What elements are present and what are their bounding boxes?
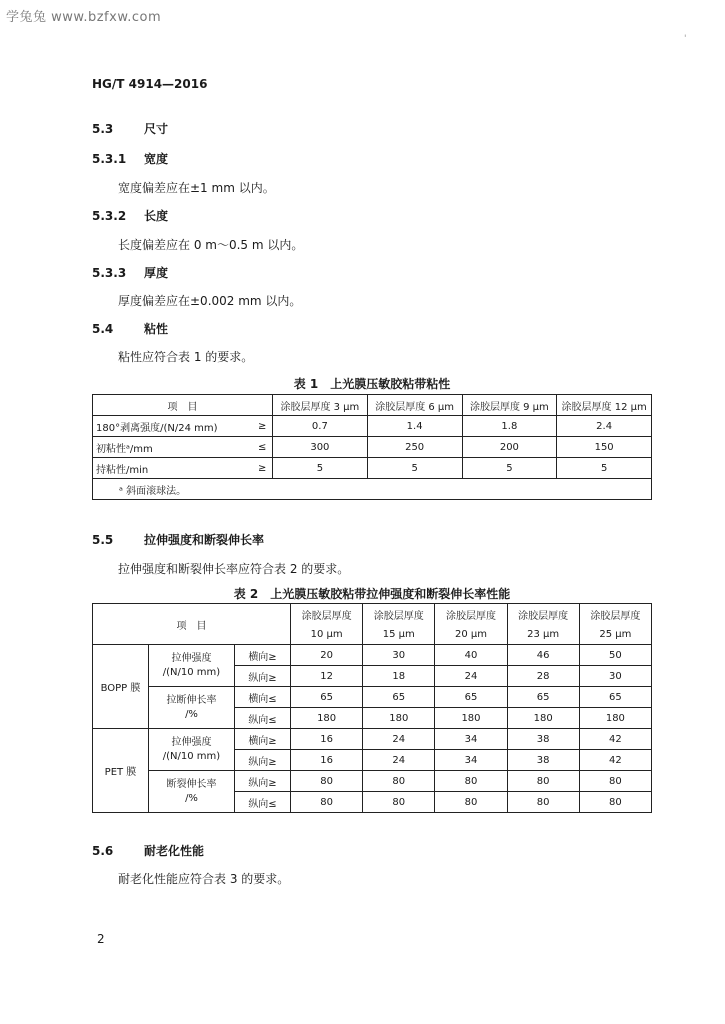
- section-number: 5.5: [92, 533, 114, 547]
- direction: 纵向≥: [235, 771, 291, 792]
- direction: 横向≥: [235, 729, 291, 750]
- property-label: [149, 645, 235, 687]
- table-cell: 300: [273, 437, 368, 458]
- section-title: 耐老化性能: [144, 844, 205, 858]
- section-number: 5.3.1: [92, 152, 127, 166]
- section-5-3-heading: [92, 120, 168, 137]
- direction: 横向≤: [235, 687, 291, 708]
- document-id: HG/T 4914—2016: [92, 77, 208, 91]
- table-cell: 80: [435, 771, 507, 792]
- section-5-3-1-text: 宽度偏差应在±1 mm 以内。: [118, 181, 275, 195]
- property-label: [149, 771, 235, 813]
- table-cell: 80: [579, 771, 651, 792]
- header-col-line1: 涂胶层厚度: [435, 604, 507, 625]
- table-cell: 28: [507, 666, 579, 687]
- table-cell: 5: [273, 458, 368, 479]
- table-cell: 42: [579, 729, 651, 750]
- section-number: 5.3: [92, 122, 114, 136]
- section-5-3-3-text: 厚度偏差应在±0.002 mm 以内。: [118, 294, 302, 308]
- property-unit: /(N/10 mm): [162, 666, 221, 678]
- table-cell: 5: [462, 458, 557, 479]
- property-unit: /(N/10 mm): [162, 750, 221, 762]
- table-cell: 30: [579, 666, 651, 687]
- header-col-line1: 涂胶层厚度: [363, 604, 435, 625]
- table-row: [93, 687, 652, 708]
- table-cell: 80: [507, 771, 579, 792]
- section-title: 拉伸强度和断裂伸长率: [144, 533, 265, 547]
- table-cell: 38: [507, 729, 579, 750]
- section-5-3-1-heading: [92, 150, 168, 167]
- table-cell: 0.7: [273, 416, 368, 437]
- section-5-6-text: 耐老化性能应符合表 3 的要求。: [118, 872, 290, 886]
- row-label: 180°剥离强度/(N/24 mm): [93, 416, 253, 437]
- property-label: [149, 687, 235, 729]
- header-col-line1: 涂胶层厚度: [291, 604, 363, 625]
- section-number: 5.3.3: [92, 266, 127, 280]
- table-cell: 65: [435, 687, 507, 708]
- table-cell: 18: [363, 666, 435, 687]
- section-number: 5.6: [92, 844, 114, 858]
- table-cell: 24: [435, 666, 507, 687]
- property-name: 拉断伸长率: [166, 694, 217, 706]
- header-col-line1: 涂胶层厚度: [579, 604, 651, 625]
- table-cell: 20: [291, 645, 363, 666]
- header-col-line1: 涂胶层厚度: [507, 604, 579, 625]
- section-title: 粘性: [144, 322, 169, 336]
- table-1: [92, 394, 652, 500]
- table-cell: 46: [507, 645, 579, 666]
- section-number: 5.4: [92, 322, 114, 336]
- row-operator: ≤: [253, 437, 273, 458]
- table-cell: 16: [291, 729, 363, 750]
- header-col: 涂胶层厚度 9 μm: [462, 395, 557, 416]
- table-cell: 5: [367, 458, 462, 479]
- table-2: [92, 603, 652, 813]
- table-cell: 34: [435, 729, 507, 750]
- table-cell: 40: [435, 645, 507, 666]
- table-cell: 50: [579, 645, 651, 666]
- table-row: [93, 458, 652, 479]
- corner-mark: ': [684, 34, 687, 44]
- table-cell: 180: [507, 708, 579, 729]
- property-label: [149, 729, 235, 771]
- table-cell: 180: [291, 708, 363, 729]
- header-col-line2: 10 μm: [291, 624, 363, 645]
- table-row: [93, 729, 652, 750]
- header-col-line2: 25 μm: [579, 624, 651, 645]
- table-cell: 1.4: [367, 416, 462, 437]
- table-cell: 180: [363, 708, 435, 729]
- table-cell: 80: [579, 792, 651, 813]
- table-cell: 38: [507, 750, 579, 771]
- section-5-4-text: 粘性应符合表 1 的要求。: [118, 350, 254, 364]
- header-col: 涂胶层厚度 12 μm: [557, 395, 652, 416]
- material-bopp: BOPP 膜: [93, 645, 149, 729]
- table-cell: 24: [363, 750, 435, 771]
- header-item: 项 目: [93, 604, 291, 645]
- table-cell: 180: [435, 708, 507, 729]
- property-name: 断裂伸长率: [166, 778, 217, 790]
- table-cell: 80: [363, 792, 435, 813]
- table-2-caption: 表 2 上光膜压敏胶粘带拉伸强度和断裂伸长率性能: [233, 587, 511, 601]
- table-cell: 65: [507, 687, 579, 708]
- section-5-6-heading: [92, 842, 204, 859]
- row-operator: ≥: [253, 416, 273, 437]
- table-row: [93, 416, 652, 437]
- table-cell: 80: [435, 792, 507, 813]
- table-cell: 250: [367, 437, 462, 458]
- table-cell: 65: [291, 687, 363, 708]
- page-number: 2: [97, 932, 105, 946]
- table-cell: 80: [507, 792, 579, 813]
- section-title: 厚度: [144, 266, 169, 280]
- direction: 纵向≤: [235, 708, 291, 729]
- table-cell: 1.8: [462, 416, 557, 437]
- table-header-row: [93, 604, 652, 625]
- table-cell: 12: [291, 666, 363, 687]
- table-cell: 16: [291, 750, 363, 771]
- section-5-4-heading: [92, 320, 168, 337]
- table-cell: 24: [363, 729, 435, 750]
- header-col-line2: 15 μm: [363, 624, 435, 645]
- table-row: [93, 437, 652, 458]
- table-1-caption: 表 1 上光膜压敏胶粘带粘性: [293, 377, 451, 391]
- section-5-3-2-heading: [92, 207, 168, 224]
- header-col-line2: 23 μm: [507, 624, 579, 645]
- table-cell: 150: [557, 437, 652, 458]
- watermark: 学兔兔 www.bzfxw.com: [6, 10, 162, 25]
- direction: 纵向≥: [235, 666, 291, 687]
- table-cell: 65: [579, 687, 651, 708]
- row-label: 持粘性/min: [93, 458, 253, 479]
- section-title: 尺寸: [144, 122, 169, 136]
- table-cell: 80: [291, 771, 363, 792]
- table-cell: 5: [557, 458, 652, 479]
- property-name: 拉伸强度: [171, 736, 212, 748]
- section-5-5-text: 拉伸强度和断裂伸长率应符合表 2 的要求。: [118, 562, 350, 576]
- direction: 纵向≥: [235, 750, 291, 771]
- header-col-line2: 20 μm: [435, 624, 507, 645]
- row-operator: ≥: [253, 458, 273, 479]
- row-label: 初粘性ᵃ/mm: [93, 437, 253, 458]
- table-row: [93, 645, 652, 666]
- table-cell: 42: [579, 750, 651, 771]
- property-unit: /%: [185, 792, 198, 804]
- table-cell: 80: [363, 771, 435, 792]
- header-col: 涂胶层厚度 3 μm: [273, 395, 368, 416]
- table-cell: 30: [363, 645, 435, 666]
- table-cell: 65: [363, 687, 435, 708]
- table-cell: 2.4: [557, 416, 652, 437]
- table-cell: 34: [435, 750, 507, 771]
- section-number: 5.3.2: [92, 209, 127, 223]
- table-cell: 200: [462, 437, 557, 458]
- table-cell: 80: [291, 792, 363, 813]
- section-5-3-3-heading: [92, 264, 168, 281]
- header-item: 项 目: [93, 395, 273, 416]
- section-5-5-heading: [92, 531, 264, 548]
- table-note-row: [93, 479, 652, 500]
- section-title: 长度: [144, 209, 169, 223]
- section-5-3-2-text: 长度偏差应在 0 m～0.5 m 以内。: [118, 238, 304, 252]
- direction: 纵向≤: [235, 792, 291, 813]
- table-row: [93, 771, 652, 792]
- section-title: 宽度: [144, 152, 169, 166]
- table-cell: 180: [579, 708, 651, 729]
- property-unit: /%: [185, 708, 198, 720]
- table-note: ᵃ 斜面滚球法。: [93, 479, 652, 500]
- material-pet: PET 膜: [93, 729, 149, 813]
- header-col: 涂胶层厚度 6 μm: [367, 395, 462, 416]
- table-header-row: [93, 395, 652, 416]
- direction: 横向≥: [235, 645, 291, 666]
- property-name: 拉伸强度: [171, 652, 212, 664]
